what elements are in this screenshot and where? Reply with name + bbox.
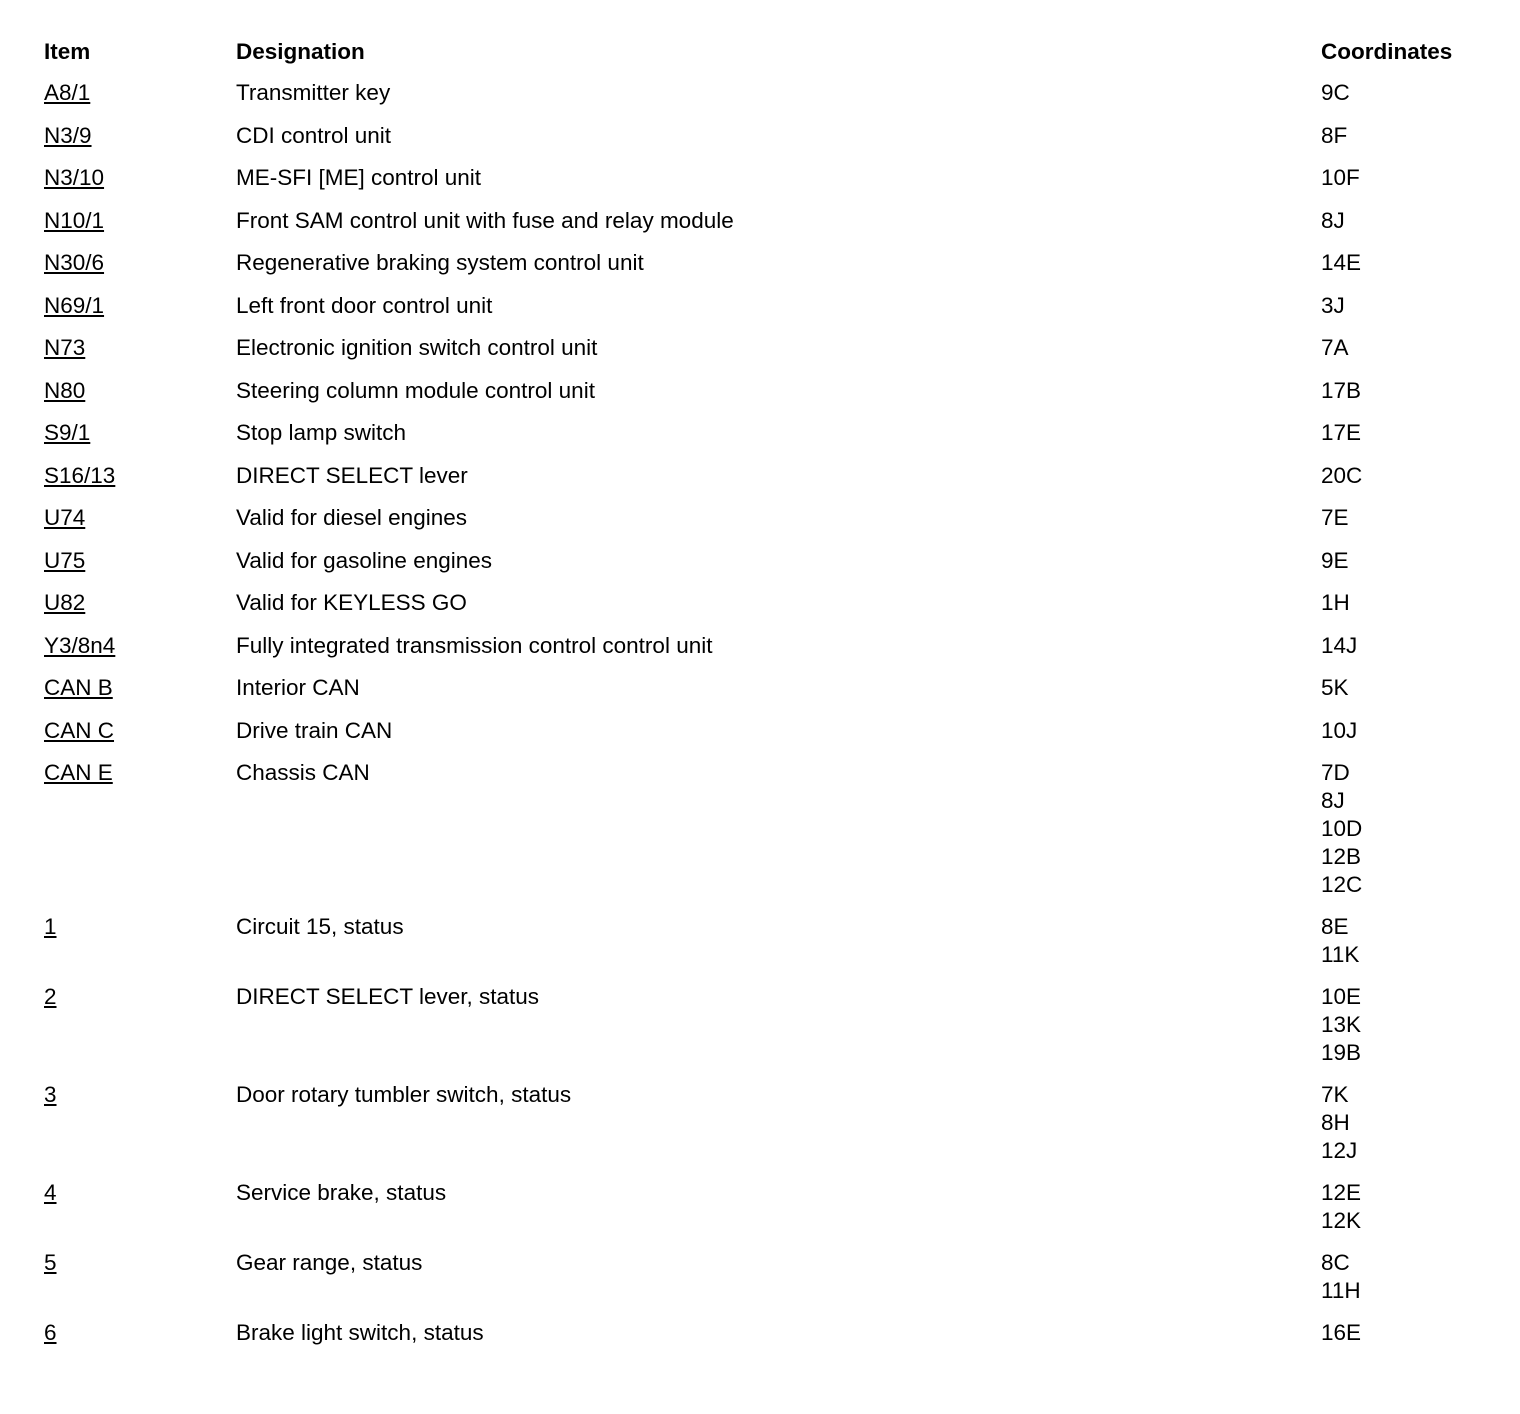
table-row (0, 674, 1520, 717)
designation-text: DIRECT SELECT lever, status (236, 984, 540, 1009)
table-row (0, 419, 1520, 462)
designation-text: DIRECT SELECT lever (236, 462, 468, 488)
item-link[interactable]: N3/9 (44, 122, 92, 148)
coordinate-value: 8F (1321, 122, 1348, 148)
table-row (0, 292, 1520, 335)
designation-text: Valid for diesel engines (236, 505, 467, 530)
coordinate-value: 10J (1321, 717, 1358, 743)
coordinate-value: 7D (1321, 760, 1350, 785)
designation-text: Valid for gasoline engines (236, 547, 493, 573)
coordinates-cell (1321, 462, 1362, 490)
table-row (0, 717, 1520, 760)
coordinate-value: 8E (1321, 914, 1349, 939)
item-link[interactable]: 4 (44, 1180, 57, 1205)
item-link[interactable]: N69/1 (44, 292, 105, 318)
coordinate-value: 7A (1321, 335, 1349, 360)
designation-text: Steering column module control unit (236, 377, 595, 403)
designation-text: Drive train CAN (236, 717, 393, 743)
coordinate-value: 13K (1321, 1012, 1362, 1037)
table-row (0, 504, 1520, 547)
coordinate-value: 12K (1321, 1208, 1362, 1233)
table-row (0, 983, 1520, 1081)
item-link[interactable]: N10/1 (44, 207, 105, 233)
item-link[interactable]: CAN C (44, 717, 115, 743)
designation-text: Stop lamp switch (236, 420, 407, 445)
header-designation: Designation (236, 39, 365, 64)
coordinate-value: 1H (1321, 590, 1350, 615)
coordinate-value: 11K (1321, 942, 1360, 967)
coordinate-value: 9C (1321, 80, 1350, 105)
coordinate-value: 16E (1321, 1320, 1362, 1345)
coordinates-cell (1321, 377, 1361, 405)
designation-text: ME-SFI [ME] control unit (236, 165, 482, 190)
coordinates-cell (1321, 122, 1347, 150)
designation-text: Regenerative braking system control unit (236, 250, 644, 275)
designation-text: Left front door control unit (236, 292, 493, 318)
coordinates-cell (1321, 759, 1362, 899)
table-row (0, 377, 1520, 420)
table-row (0, 547, 1520, 590)
item-link[interactable]: S9/1 (44, 420, 91, 445)
table-row (0, 1081, 1520, 1179)
coordinate-value: 17E (1321, 420, 1362, 445)
designation-text: Fully integrated transmission control control unit (236, 632, 713, 658)
coordinate-value: 19B (1321, 1040, 1362, 1065)
item-link[interactable]: 6 (44, 1320, 57, 1345)
coordinate-value: 14E (1321, 250, 1362, 275)
item-link[interactable]: S16/13 (44, 462, 116, 488)
coordinates-cell (1321, 1179, 1361, 1235)
table-row (0, 249, 1520, 292)
coordinates-cell (1321, 913, 1359, 969)
item-link[interactable]: N3/10 (44, 165, 105, 190)
coordinate-value: 3J (1321, 292, 1345, 318)
designation-text: Door rotary tumbler switch, status (236, 1082, 572, 1107)
coordinate-value: 17B (1321, 377, 1362, 403)
table-row (0, 79, 1520, 122)
item-link[interactable]: N30/6 (44, 250, 105, 275)
item-link[interactable]: U82 (44, 590, 86, 615)
item-link[interactable]: 5 (44, 1250, 57, 1275)
item-link[interactable]: 2 (44, 984, 57, 1009)
coordinates-cell (1321, 292, 1345, 320)
coordinates-cell (1321, 207, 1345, 235)
coordinate-value: 14J (1321, 632, 1358, 658)
designation-text: Electronic ignition switch control unit (236, 335, 598, 360)
coordinate-value: 11H (1321, 1278, 1361, 1303)
item-link[interactable]: 1 (44, 914, 57, 939)
coordinate-value: 10D (1321, 816, 1363, 841)
designation-text: Valid for KEYLESS GO (236, 590, 467, 615)
table-row (0, 462, 1520, 505)
coordinates-cell (1321, 79, 1350, 107)
coordinate-value: 20C (1321, 462, 1363, 488)
coordinates-cell (1321, 674, 1349, 702)
table-row (0, 913, 1520, 983)
designation-text: Interior CAN (236, 675, 360, 700)
coordinate-value: 5K (1321, 675, 1349, 700)
table-row (0, 1319, 1520, 1362)
coordinates-cell (1321, 504, 1349, 532)
item-link[interactable]: 3 (44, 1082, 57, 1107)
designation-text: Gear range, status (236, 1250, 423, 1275)
coordinates-cell (1321, 717, 1357, 745)
designation-text: CDI control unit (236, 122, 392, 148)
coordinate-value: 12J (1321, 1138, 1358, 1163)
coordinate-value: 12B (1321, 844, 1362, 869)
coordinate-value: 8J (1321, 788, 1345, 813)
item-link[interactable]: CAN E (44, 760, 113, 785)
coordinates-cell (1321, 1249, 1361, 1305)
table-row (0, 1249, 1520, 1319)
item-link[interactable]: N73 (44, 335, 86, 360)
coordinate-value: 12C (1321, 872, 1363, 897)
coordinates-cell (1321, 589, 1350, 617)
designation-text: Circuit 15, status (236, 914, 404, 939)
coordinates-cell (1321, 983, 1361, 1067)
coordinate-value: 10E (1321, 984, 1362, 1009)
table-row (0, 207, 1520, 250)
item-link[interactable]: CAN B (44, 675, 113, 700)
coordinate-value: 8J (1321, 207, 1345, 233)
table-row (0, 759, 1520, 913)
coordinate-value: 7K (1321, 1082, 1349, 1107)
coordinate-value: 8C (1321, 1250, 1350, 1275)
coordinates-cell (1321, 249, 1361, 277)
coordinate-value: 12E (1321, 1180, 1362, 1205)
coordinates-cell (1321, 547, 1349, 575)
table-row (0, 632, 1520, 675)
designation-text: Transmitter key (236, 80, 391, 105)
table-body (0, 79, 1520, 1362)
table-row (0, 334, 1520, 377)
coordinate-value: 8H (1321, 1110, 1350, 1135)
coordinates-cell (1321, 1081, 1357, 1165)
table-row (0, 164, 1520, 207)
coordinates-cell (1321, 419, 1361, 447)
coordinates-cell (1321, 334, 1349, 362)
coordinate-value: 9E (1321, 547, 1349, 573)
item-link[interactable]: U74 (44, 505, 86, 530)
designation-text: Chassis CAN (236, 760, 370, 785)
item-link[interactable]: A8/1 (44, 80, 91, 105)
header-item: Item (44, 39, 91, 64)
designation-text: Brake light switch, status (236, 1320, 484, 1345)
table-header (0, 36, 1520, 68)
item-link[interactable]: Y3/8n4 (44, 632, 116, 658)
coordinate-value: 7E (1321, 505, 1349, 530)
item-link[interactable]: U75 (44, 547, 86, 573)
header-coordinates: Coordinates (1321, 39, 1453, 64)
coordinates-cell (1321, 1319, 1361, 1347)
designation-text: Front SAM control unit with fuse and relay module (236, 207, 734, 233)
coordinates-cell (1321, 164, 1360, 192)
table-row (0, 122, 1520, 165)
coordinate-value: 10F (1321, 165, 1360, 190)
item-link[interactable]: N80 (44, 377, 86, 403)
designation-text: Service brake, status (236, 1180, 447, 1205)
table-row (0, 1179, 1520, 1249)
table-row (0, 589, 1520, 632)
coordinates-cell (1321, 632, 1357, 660)
